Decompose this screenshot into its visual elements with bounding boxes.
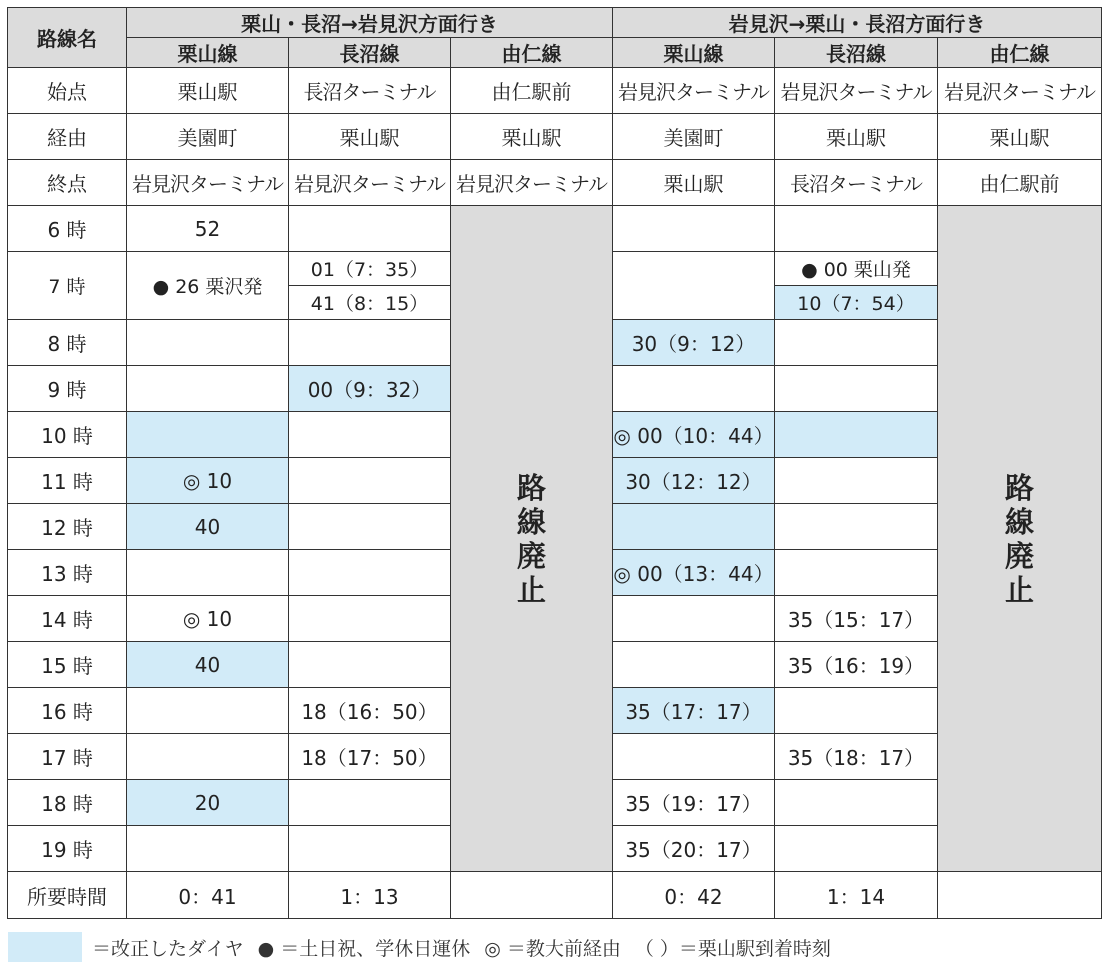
line-header-kuriyama-out: 栗山線: [127, 38, 289, 68]
line-header-naganuma-out: 長沼線: [289, 38, 451, 68]
departure-cell: 30（12：12）: [613, 458, 775, 504]
departure-cell: ● 00 栗山発: [775, 252, 938, 286]
origin-cell: 由仁駅前: [451, 68, 613, 114]
departure-cell: ◎ 10: [127, 458, 289, 504]
via-label: 経由: [8, 114, 127, 160]
departure-cell: ◎ 00（10：44）: [613, 412, 775, 458]
departure-cell: [127, 826, 289, 872]
travel-time-label: 所要時間: [8, 872, 127, 919]
departure-cell: [613, 734, 775, 780]
departure-cell: [289, 320, 451, 366]
departure-cell: [127, 688, 289, 734]
travel-time-cell: 1：14: [775, 872, 938, 919]
travel-time-cell: 1：13: [289, 872, 451, 919]
revised-swatch: [8, 932, 82, 962]
yuni-in-closed: [938, 206, 1102, 872]
departure-cell: 35（17：17）: [613, 688, 775, 734]
departure-cell: [613, 252, 775, 320]
terminus-cell: 長沼ターミナル: [775, 160, 938, 206]
hour-label: 16 時: [8, 688, 127, 734]
hour-label: 7 時: [8, 252, 127, 320]
departure-cell: [775, 504, 938, 550]
origin-cell: 岩見沢ターミナル: [613, 68, 775, 114]
departure-cell: 40: [127, 504, 289, 550]
departure-cell: [289, 412, 451, 458]
departure-cell: [613, 504, 775, 550]
departure-cell: [775, 458, 938, 504]
hour-label: 10 時: [8, 412, 127, 458]
hour-label: 9 時: [8, 366, 127, 412]
route-name-header: 路線名: [8, 8, 127, 68]
hour-label: 15 時: [8, 642, 127, 688]
departure-cell: [775, 550, 938, 596]
via-cell: 栗山駅: [451, 114, 613, 160]
inbound-header: 岩見沢→栗山・長沼方面行き: [613, 8, 1102, 38]
legend-weekend: ● ＝土日祝、学休日運休: [257, 937, 471, 960]
departure-cell: 40: [127, 642, 289, 688]
departure-cell: [289, 504, 451, 550]
via-cell: 美園町: [613, 114, 775, 160]
departure-cell: ◎ 10: [127, 596, 289, 642]
departure-cell: [289, 596, 451, 642]
hour-label: 11 時: [8, 458, 127, 504]
departure-cell: ◎ 00（13：44）: [613, 550, 775, 596]
legend-kyodai: ◎ ＝教大前経由: [484, 937, 621, 960]
departure-cell: [775, 826, 938, 872]
travel-time-cell: 0：41: [127, 872, 289, 919]
origin-cell: 岩見沢ターミナル: [775, 68, 938, 114]
departure-cell: [289, 780, 451, 826]
departure-cell: ● 26 栗沢発: [127, 252, 289, 320]
travel-time-cell: 0：42: [613, 872, 775, 919]
departure-cell: [613, 596, 775, 642]
via-cell: 栗山駅: [938, 114, 1102, 160]
departure-cell: [613, 206, 775, 252]
departure-cell: 35（20：17）: [613, 826, 775, 872]
origin-cell: 岩見沢ターミナル: [938, 68, 1102, 114]
departure-cell: 35（19：17）: [613, 780, 775, 826]
departure-cell: [289, 206, 451, 252]
hour-label: 18 時: [8, 780, 127, 826]
origin-label: 始点: [8, 68, 127, 114]
line-header-yuni-out: 由仁線: [451, 38, 613, 68]
departure-cell: 00（9：32）: [289, 366, 451, 412]
departure-cell: [775, 412, 938, 458]
travel-time-cell: [451, 872, 613, 919]
bus-timetable: [7, 7, 1102, 919]
departure-cell: [127, 734, 289, 780]
origin-cell: 長沼ターミナル: [289, 68, 451, 114]
hour-label: 17 時: [8, 734, 127, 780]
hour-label: 8 時: [8, 320, 127, 366]
departure-cell: [613, 366, 775, 412]
route-closed-label: 路 線 廃 止: [1004, 470, 1034, 607]
via-cell: 美園町: [127, 114, 289, 160]
departure-cell: 10（7：54）: [775, 286, 938, 320]
departure-cell: [775, 780, 938, 826]
via-cell: 栗山駅: [775, 114, 938, 160]
hour-label: 13 時: [8, 550, 127, 596]
line-header-yuni-in: 由仁線: [938, 38, 1102, 68]
hour-label: 12 時: [8, 504, 127, 550]
departure-cell: 35（16：19）: [775, 642, 938, 688]
departure-cell: [289, 826, 451, 872]
origin-cell: 栗山駅: [127, 68, 289, 114]
line-header-naganuma-in: 長沼線: [775, 38, 938, 68]
departure-cell: [127, 320, 289, 366]
departure-cell: 18（16：50）: [289, 688, 451, 734]
travel-time-cell: [938, 872, 1102, 919]
departure-cell: 01（7：35）: [289, 252, 451, 286]
via-cell: 栗山駅: [289, 114, 451, 160]
terminus-label: 終点: [8, 160, 127, 206]
departure-cell: [289, 642, 451, 688]
terminus-cell: 岩見沢ターミナル: [289, 160, 451, 206]
departure-cell: [775, 206, 938, 252]
departure-cell: [289, 458, 451, 504]
legend: [8, 931, 1098, 963]
yuni-out-closed: [451, 206, 613, 872]
terminus-cell: 栗山駅: [613, 160, 775, 206]
route-closed-label: 路 線 廃 止: [516, 470, 546, 607]
departure-cell: 41（8：15）: [289, 286, 451, 320]
terminus-cell: 岩見沢ターミナル: [451, 160, 613, 206]
departure-cell: [289, 550, 451, 596]
departure-cell: 18（17：50）: [289, 734, 451, 780]
departure-cell: [775, 688, 938, 734]
departure-cell: [127, 412, 289, 458]
hour-label: 14 時: [8, 596, 127, 642]
departure-cell: [127, 550, 289, 596]
legend-arrival: （ ）＝栗山駅到着時刻: [634, 937, 831, 960]
terminus-cell: 岩見沢ターミナル: [127, 160, 289, 206]
hour-label: 6 時: [8, 206, 127, 252]
departure-cell: [775, 320, 938, 366]
line-header-kuriyama-in: 栗山線: [613, 38, 775, 68]
departure-cell: 30（9：12）: [613, 320, 775, 366]
departure-cell: [775, 366, 938, 412]
outbound-header: 栗山・長沼→岩見沢方面行き: [127, 8, 613, 38]
departure-cell: 20: [127, 780, 289, 826]
terminus-cell: 由仁駅前: [938, 160, 1102, 206]
departure-cell: 35（15：17）: [775, 596, 938, 642]
departure-cell: 35（18：17）: [775, 734, 938, 780]
legend-revised: ＝改正したダイヤ: [92, 937, 244, 960]
hour-label: 19 時: [8, 826, 127, 872]
departure-cell: [613, 642, 775, 688]
departure-cell: [127, 366, 289, 412]
departure-cell: 52: [127, 206, 289, 252]
